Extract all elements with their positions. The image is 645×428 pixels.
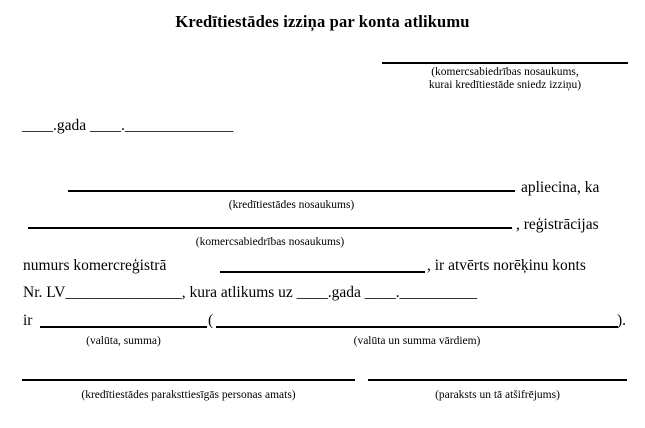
company-name-blank-rule[interactable] (28, 227, 512, 229)
signer-position-rule[interactable] (22, 379, 355, 381)
gada-text: .gada (327, 284, 365, 301)
account-number-label: Nr. LV (23, 284, 66, 301)
page-title: Kredītiestādes izziņa par konta atlikumu (175, 12, 470, 31)
balance-year-blank[interactable]: ____ (296, 284, 328, 301)
currency-amount-caption: (valūta, summa) (86, 335, 161, 347)
signature-caption: (paraksts un tā atšifrējums) (435, 389, 560, 401)
recipient-caption-line-2: kurai kredītiestāde sniedz izziņu) (428, 79, 582, 91)
recipient-block (382, 62, 628, 92)
numurs-label: numurs komercreģistrā (23, 257, 167, 274)
registration-number-blank-rule[interactable] (220, 271, 425, 273)
company-name-caption: (komercsabiedrības nosaukums) (195, 236, 345, 248)
amount-in-words-blank-rule[interactable] (216, 326, 618, 328)
account-number-prefix (23, 285, 477, 301)
creditor-name-blank-rule[interactable] (68, 190, 515, 192)
recipient-blank-rule[interactable] (382, 62, 628, 64)
amount-in-words-caption: (valūta un summa vārdiem) (353, 335, 481, 347)
kura-atlikums-text: , kura atlikums uz (181, 284, 297, 301)
ir-label: ir (23, 312, 33, 329)
creditor-name-caption: (kredītiestādes nosaukums) (228, 199, 355, 211)
paren-close: ). (617, 312, 627, 329)
dot-separator: . (395, 284, 400, 301)
signer-position-caption: (kredītiestādes paraksttiesīgās personas amats) (81, 389, 296, 401)
balance-month-blank[interactable]: __________ (399, 284, 478, 301)
date-line[interactable]: ____.gada ____.______________ (22, 117, 234, 134)
account-number-blank[interactable]: _______________ (65, 284, 182, 301)
signature-rule[interactable] (368, 379, 627, 381)
currency-amount-blank-rule[interactable] (40, 326, 207, 328)
balance-day-blank[interactable]: ____ (364, 284, 396, 301)
recipient-caption-line-1: (komercsabiedrības nosaukums, (431, 65, 579, 78)
registracijas-text: , reģistrācijas (516, 216, 599, 233)
paren-open: ( (208, 312, 214, 329)
atverts-konts-text: , ir atvērts norēķinu konts (427, 257, 586, 274)
apliecina-text: apliecina, ka (521, 179, 600, 196)
